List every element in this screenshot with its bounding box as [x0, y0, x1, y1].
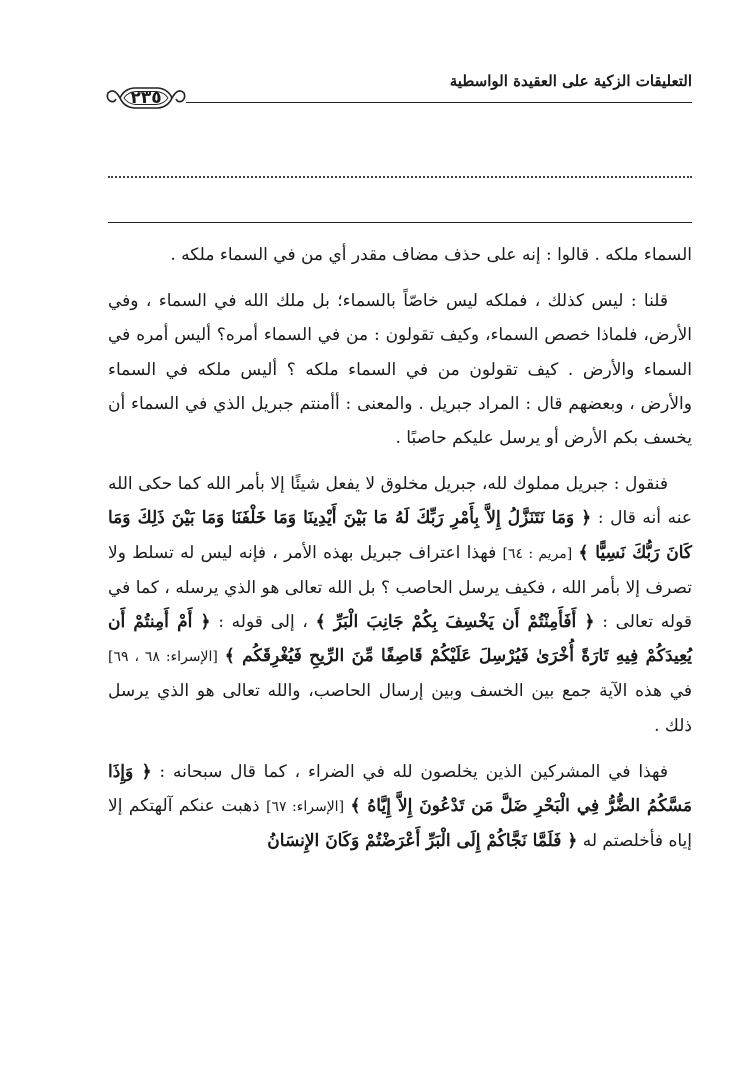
- header-rule: [108, 102, 692, 103]
- paragraph-3-text-4: في هذه الآية جمع بين الخسف وبين إرسال الحاصب، والله تعالى هو الذي يرسل ذلك .: [108, 681, 692, 736]
- body-text: [108, 238, 692, 870]
- quran-verse-maryam-64: ﴿ وَمَا نَتَنَزَّلُ إِلاَّ بِأَمْرِ رَبِّكَ لَهُ مَا بَيْنَ أَيْدِينَا وَمَا خَلْفَنَا وَمَا بَيْنَ ذَلِكَ وَمَا كَانَ رَبُّكَ نَسِيًّا ﴾: [108, 508, 693, 563]
- book-title: التعليقات الزكية على العقيدة الواسطية: [449, 72, 692, 90]
- quran-verse-isra-68: ﴿ أَفَأَمِنْتُمْ أَن يَخْسِفَ بِكُمْ جَانِبَ الْبَرِّ ﴾: [315, 612, 595, 633]
- footnote-rule: [108, 222, 692, 223]
- verse-reference: [الإسراء: ٦٧]: [266, 799, 345, 816]
- paragraph-3-text-1: فنقول : جبريل مملوك لله، جبريل مخلوق لا يفعل شيئًا إلا بأمر الله كما حكى الله عنه أنه قال :: [108, 474, 692, 529]
- paragraph-4-text-1: فهذا في المشركين الذين يخلصون لله في الضراء ، كما قال سبحانه :: [159, 761, 668, 782]
- paragraph-2: قلنا : ليس كذلك ، فملكه ليس خاصّاً بالسماء؛ بل ملك الله في السماء ، وفي الأرض، فلماذا خصص السماء، وكيف تقولون : من في السماء أمره؟ أليس أمره في السماء والأرض . كيف تقولون من في السماء ملكه ؟ أليس ملكه في السماء والأرض ، وبعضهم قال : المراد جبريل . والمعنى : أأمنتم جبريل الذي في السماء أن يخسف بكم الأرض أو يرسل عليكم حاصبًا .: [108, 291, 692, 449]
- paragraph-4-text-2: ذهبت عنكم آلهتكم إلا إياه فأخلصتم له: [108, 796, 692, 852]
- quran-verse-isra-67-cont: ﴿ فَلَمَّا نَجَّاكُمْ إِلَى الْبَرِّ أَعْرَضْتُمْ وَكَانَ الإِنسَانُ: [267, 831, 578, 852]
- verse-reference: [الإسراء: ٦٨ ، ٦٩]: [108, 649, 218, 666]
- dotted-separator: [108, 176, 692, 178]
- page-header: [108, 72, 692, 132]
- paragraph-1: السماء ملكه . قالوا : إنه على حذف مضاف مقدر أي من في السماء ملكه .: [170, 245, 692, 265]
- quran-verse-isra-69: ﴿ أَمْ أَمِنتُمْ أَن يُعِيدَكُمْ فِيهِ تَارَةً أُخْرَىٰ فَيُرْسِلَ عَلَيْكُمْ قَاصِفًا مِّنَ الرِّيحِ فَيُغْرِقَكُم ﴾: [108, 612, 693, 667]
- verse-reference: [مريم : ٦٤]: [502, 545, 573, 562]
- page-number-ornament: [106, 84, 186, 112]
- page-number: ٢٣٥: [130, 88, 162, 108]
- paragraph-3-text-2: فهذا اعتراف جبريل بهذه الأمر ، فإنه ليس له تسلط ولا تصرف إلا بأمر الله ، فكيف يرسل الحاصب ؟ بل الله تعالى هو الذي يرسله ، كما في قوله تعالى :: [108, 542, 693, 633]
- paragraph-4: [108, 755, 692, 859]
- paragraph-3-text-3: ، إلى قوله :: [218, 612, 308, 633]
- quran-verse-isra-67: ﴿ وَإِذَا مَسَّكُمُ الضُّرُّ فِي الْبَحْرِ ضَلَّ مَن تَدْعُونَ إِلاَّ إِيَّاهُ ﴾: [108, 761, 693, 817]
- paragraph-3: [108, 467, 692, 743]
